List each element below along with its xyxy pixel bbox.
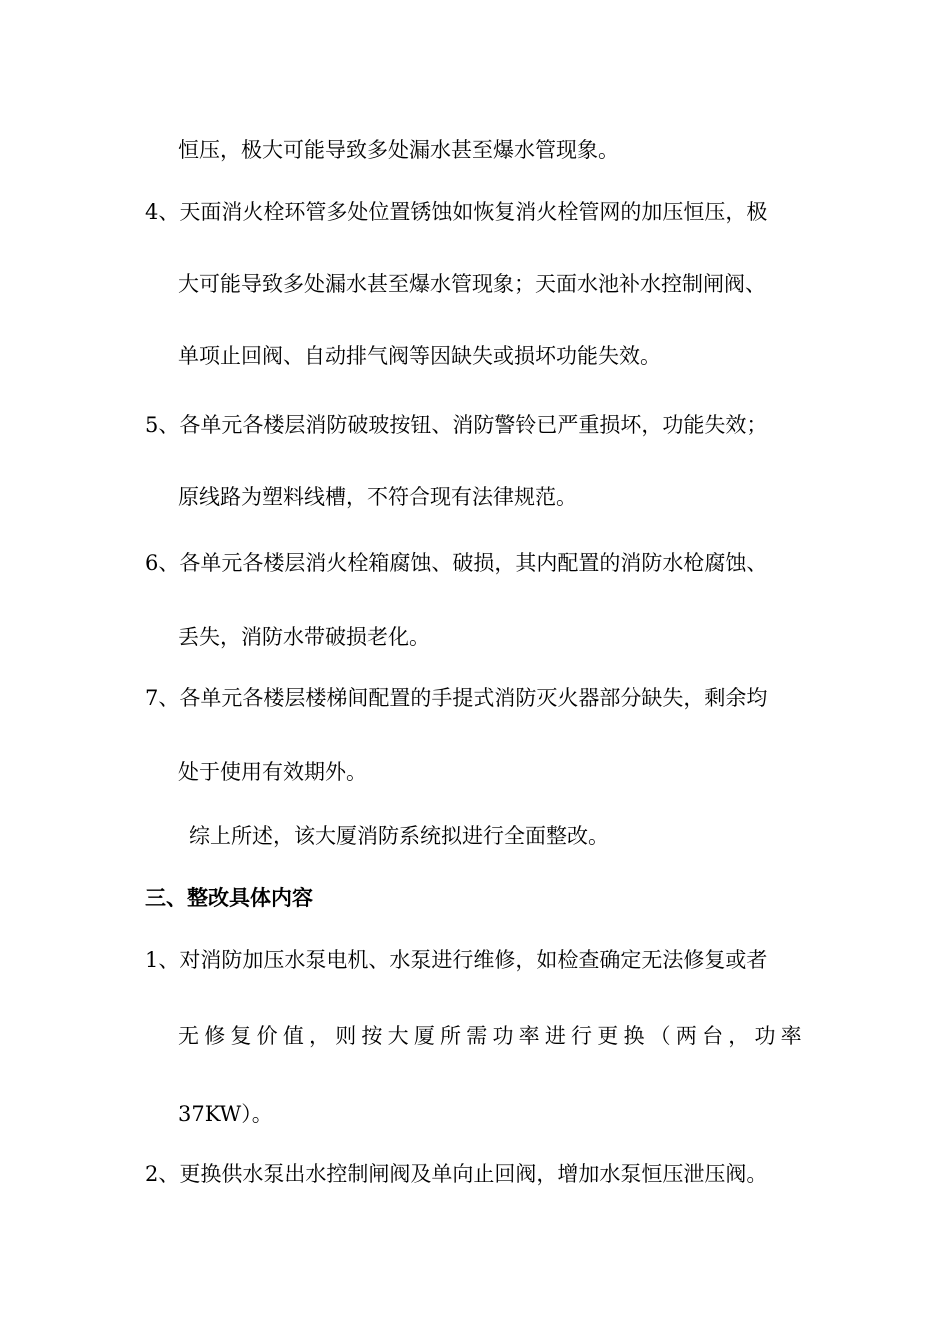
- list-item-2: [145, 1160, 767, 1188]
- list-item-7: [145, 684, 767, 712]
- list-number: 4、: [145, 200, 180, 224]
- justified-char: 进: [544, 1024, 566, 1048]
- list-item-text: 各单元各楼层消防破玻按钮、消防警铃已严重损坏，功能失效；: [179, 413, 768, 437]
- paragraph-line: 37KW）。: [178, 1102, 273, 1126]
- justified-char: 复: [230, 1024, 252, 1048]
- justified-char: 台: [702, 1024, 724, 1048]
- paragraph-line: 恒压，极大可能导致多处漏水甚至爆水管现象。: [178, 138, 619, 162]
- list-item-text: 各单元各楼层楼梯间配置的手提式消防灭火器部分缺失，剩余均: [179, 686, 768, 710]
- justified-char: 率: [518, 1024, 540, 1048]
- list-item-text: 对消防加压水泵电机、水泵进行维修，如检查确定无法修复或者: [179, 948, 768, 972]
- justified-char: 所: [440, 1024, 462, 1048]
- justified-char: 大: [387, 1024, 409, 1048]
- list-item-4: [145, 198, 767, 226]
- justified-char: 两: [675, 1024, 697, 1048]
- list-item-text: 更换供水泵出水控制闸阀及单向止回阀，增加水泵恒压泄压阀。: [179, 1162, 768, 1186]
- list-item-1: [145, 946, 767, 974]
- justified-char: 功: [492, 1024, 514, 1048]
- list-number: 7、: [145, 686, 180, 710]
- paragraph-line: 处于使用有效期外。: [178, 760, 367, 784]
- justified-char: 值: [282, 1024, 304, 1048]
- list-item-text: 天面消火栓环管多处位置锈蚀如恢复消火栓管网的加压恒压，极: [179, 200, 768, 224]
- justified-char: 率: [780, 1024, 802, 1048]
- paragraph-line: 原线路为塑料线槽，不符合现有法律规范。: [178, 485, 577, 509]
- paragraph-line: 单项止回阀、自动排气阀等因缺失或损坏功能失效。: [178, 344, 661, 368]
- justified-char: 功: [754, 1024, 776, 1048]
- justified-char: 价: [256, 1024, 278, 1048]
- summary-paragraph: 综上所述，该大厦消防系统拟进行全面整改。: [189, 824, 609, 848]
- justified-char: （: [649, 1024, 671, 1048]
- list-number: 6、: [145, 551, 180, 575]
- section-heading: 三、整改具体内容: [145, 885, 313, 910]
- list-item-6: [145, 549, 767, 577]
- list-item-text: 各单元各楼层消火栓箱腐蚀、破损，其内配置的消防水枪腐蚀、: [179, 551, 768, 575]
- justified-char: 行: [571, 1024, 593, 1048]
- justified-char: 厦: [413, 1024, 435, 1048]
- justified-char: 按: [361, 1024, 383, 1048]
- justified-char: 需: [466, 1024, 488, 1048]
- justified-line: [178, 1022, 802, 1050]
- justified-char: 无: [178, 1024, 199, 1048]
- justified-char: 则: [335, 1024, 357, 1048]
- paragraph-line: 大可能导致多处漏水甚至爆水管现象；天面水池补水控制闸阀、: [178, 272, 766, 296]
- list-number: 5、: [145, 413, 180, 437]
- list-number: 2、: [145, 1162, 180, 1186]
- list-number: 1、: [145, 948, 180, 972]
- justified-char: 修: [204, 1024, 226, 1048]
- justified-char: ，: [309, 1024, 331, 1048]
- justified-char: ，: [728, 1024, 750, 1048]
- justified-char: 换: [623, 1024, 645, 1048]
- paragraph-line: 丢失，消防水带破损老化。: [178, 625, 430, 649]
- list-item-5: [145, 411, 767, 439]
- justified-char: 更: [597, 1024, 619, 1048]
